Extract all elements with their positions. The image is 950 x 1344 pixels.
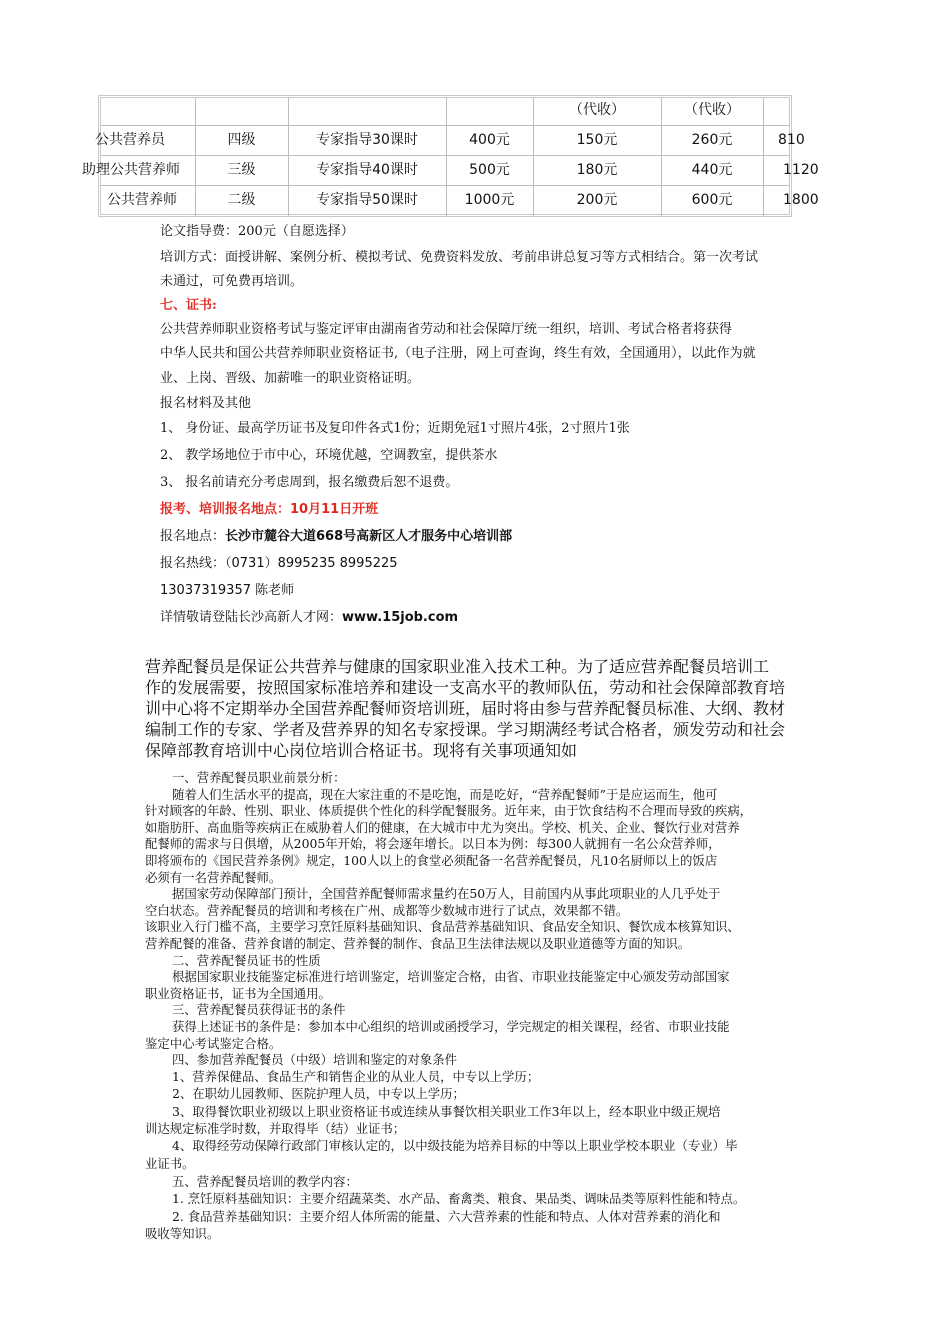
- address-value: 长沙市麓谷大道668号高新区人才服务中心培训部: [225, 529, 513, 544]
- signup-heading-label: 报考、培训报名地点：: [160, 502, 291, 517]
- body-line: 必须有一名营养配餐师。: [145, 870, 282, 885]
- section-heading: 一、营养配餐员职业前景分析：: [172, 770, 346, 785]
- intro-line: 编制工作的专家、学者及营养界的知名专家授课。学习期满经考试合格者，颁发劳动和社会: [145, 720, 786, 739]
- website-link[interactable]: www.15job.com: [342, 610, 459, 625]
- body-line: 该职业入行门槛不高，主要学习烹饪原料基础知识、食品营养基础知识、食品安全知识、餐饮成本核算知识、: [145, 919, 740, 934]
- certificate-text: 业、上岗、晋级、加薪唯一的职业资格证明。: [160, 371, 421, 386]
- training-mode-text: 未通过，可免费再培训。: [160, 274, 304, 289]
- materials-item: 3、 报名前请充分考虑周到，报名缴费后恕不退费。: [160, 475, 459, 490]
- certificate-text: 公共营养师职业资格考试与鉴定评审由湖南省劳动和社会保障厅统一组织，培训、考试合格者将获得: [160, 322, 733, 337]
- materials-item: 2、 教学场地位于市中心，环境优越，空调教室，提供茶水: [160, 448, 498, 463]
- body-line: 职业资格证书，证书为全国通用。: [145, 986, 331, 1001]
- list-item: 业证书。: [145, 1156, 195, 1171]
- table-row: [0, 156, 950, 184]
- body-line: 空白状态。营养配餐员的培训和考核在广州、成都等少数城市进行了试点，效果都不错。: [145, 903, 629, 918]
- table-cell: 150元: [576, 132, 618, 148]
- section-heading: 三、营养配餐员获得证书的条件: [172, 1002, 346, 1017]
- section-heading-certificate: 七、证书:: [160, 298, 217, 313]
- table-cell: （代收）: [684, 102, 740, 118]
- materials-heading: 报名材料及其他: [160, 396, 252, 411]
- address-label: 报名地点：: [160, 529, 226, 544]
- table-cell: 四级: [227, 132, 256, 148]
- body-line: 据国家劳动保障部门预计，全国营养配餐师需求量约在50万人，目前国内从事此项职业的人几乎处于: [172, 886, 721, 901]
- intro-line: 训中心将不定期举办全国营养配餐师资培训班，届时将由参与营养配餐员标准、大纲、教材: [145, 699, 786, 718]
- body-line: 营养配餐的准备、营养食谱的制定、营养餐的制作、食品卫生法律法规以及职业道德等方面的知识。: [145, 936, 691, 951]
- table-cell: 810: [778, 132, 805, 148]
- paper-fee-text: 论文指导费：200元（自愿选择）: [160, 224, 354, 239]
- table-cell: 400元: [469, 132, 510, 148]
- list-item: 吸收等知识。: [145, 1226, 220, 1241]
- signup-hotline: [160, 554, 398, 574]
- table-cell: 180元: [576, 162, 618, 178]
- contact-phone: 13037319357 陈老师: [160, 583, 295, 598]
- website-line: [160, 608, 458, 628]
- table-cell: 专家指导30课时: [316, 132, 418, 148]
- section-heading: 二、营养配餐员证书的性质: [172, 953, 321, 968]
- section-heading: 五、营养配餐员培训的教学内容：: [172, 1174, 358, 1189]
- table-cell: 公共营养师: [107, 192, 177, 208]
- signup-date: 10月11日开班: [290, 502, 379, 517]
- signup-address: [160, 527, 512, 547]
- list-item: 2、在职幼儿园教师、医院护理人员，中专以上学历；: [172, 1086, 465, 1101]
- signup-heading: [160, 500, 378, 520]
- table-cell: 公共营养员: [95, 132, 165, 148]
- table-row: [0, 126, 950, 154]
- hotline-label: 报名热线：: [160, 556, 226, 571]
- body-line: 根据国家职业技能鉴定标准进行培训鉴定，培训鉴定合格，由省、市职业技能鉴定中心颁发劳动部国家: [172, 969, 730, 984]
- body-line: 即将颁布的《国民营养条例》规定，100人以上的食堂必须配备一名营养配餐员，凡10名厨师以上的饭店: [145, 853, 718, 868]
- materials-item: 1、 身份证、最高学历证书及复印件各式1份；近期免冠1寸照片4张，2寸照片1张: [160, 421, 630, 436]
- table-cell: 二级: [227, 192, 256, 208]
- certificate-text: 中华人民共和国公共营养师职业资格证书,（电子注册，网上可查询，终生有效，全国通用），以此作为就: [160, 346, 756, 361]
- table-cell: 1800: [783, 192, 819, 208]
- list-item: 训达规定标准学时数，并取得毕（结）业证书；: [145, 1121, 406, 1136]
- table-cell: 600元: [691, 192, 733, 208]
- table-cell: 1000元: [464, 192, 515, 208]
- intro-line: 作的发展需要，按照国家标准培养和建设一支高水平的教师队伍，劳动和社会保障部教育培: [145, 678, 786, 697]
- table-cell: 专家指导40课时: [316, 162, 418, 178]
- list-item: 3、取得餐饮职业初级以上职业资格证书或连续从事餐饮相关职业工作3年以上，经本职业中级正规培: [172, 1104, 721, 1119]
- table-cell: 440元: [691, 162, 733, 178]
- body-line: 获得上述证书的条件是：参加本中心组织的培训或函授学习，学完规定的相关课程，经省、市职业技能: [172, 1019, 730, 1034]
- table-cell: 200元: [576, 192, 618, 208]
- body-line: 如脂肪肝、高血脂等疾病正在威胁着人们的健康，在大城市中尤为突出。学校、机关、企业、餐饮行业对营养: [145, 820, 740, 835]
- table-cell: 助理公共营养师: [82, 162, 180, 178]
- list-item: 4、取得经劳动保障行政部门审核认定的，以中级技能为培养目标的中等以上职业学校本职业（专业）毕: [172, 1138, 738, 1153]
- table-cell: 1120: [783, 162, 819, 178]
- section-heading: 四、参加营养配餐员（中级）培训和鉴定的对象条件: [172, 1052, 457, 1067]
- table-cell: 专家指导50课时: [316, 192, 418, 208]
- list-item: 2. 食品营养基础知识：主要介绍人体所需的能量、六大营养素的性能和特点、人体对营养素的消化和: [172, 1209, 721, 1224]
- table-row: [0, 186, 950, 214]
- body-line: 针对顾客的年龄、性别、职业、体质提供个性化的科学配餐服务。近年来，由于饮食结构不合理而导致的疾病，: [145, 803, 753, 818]
- table-cell: 500元: [469, 162, 510, 178]
- body-line: 鉴定中心考试鉴定合格。: [145, 1036, 282, 1051]
- hotline-value: （0731）8995235 8995225: [225, 556, 398, 571]
- table-cell: 260元: [691, 132, 733, 148]
- intro-line: 保障部教育培训中心岗位培训合格证书。现将有关事项通知如: [145, 741, 578, 760]
- table-cell: 三级: [227, 162, 256, 178]
- list-item: 1. 烹饪原料基础知识：主要介绍蔬菜类、水产品、畜禽类、粮食、果品类、调味品类等原料性能和特点。: [172, 1191, 746, 1206]
- website-label: 详情敬请登陆长沙高新人才网：: [160, 610, 343, 625]
- table-cell: （代收）: [569, 102, 625, 118]
- body-line: 随着人们生活水平的提高，现在大家注重的不是吃饱，而是吃好，“营养配餐师”于是应运而生，他可: [172, 787, 718, 802]
- intro-line: 营养配餐员是保证公共营养与健康的国家职业准入技术工种。为了适应营养配餐员培训工: [145, 657, 770, 676]
- body-line: 配餐师的需求与日俱增，从2005年开始，将会逐年增长。以日本为例：每300人就拥有一名公众营养师，: [145, 836, 721, 851]
- training-mode-text: 培训方式：面授讲解、案例分析、模拟考试、免费资料发放、考前串讲总复习等方式相结合。第一次考试: [160, 250, 759, 265]
- list-item: 1、营养保健品、食品生产和销售企业的从业人员，中专以上学历；: [172, 1069, 540, 1084]
- table-header-row: [0, 96, 950, 124]
